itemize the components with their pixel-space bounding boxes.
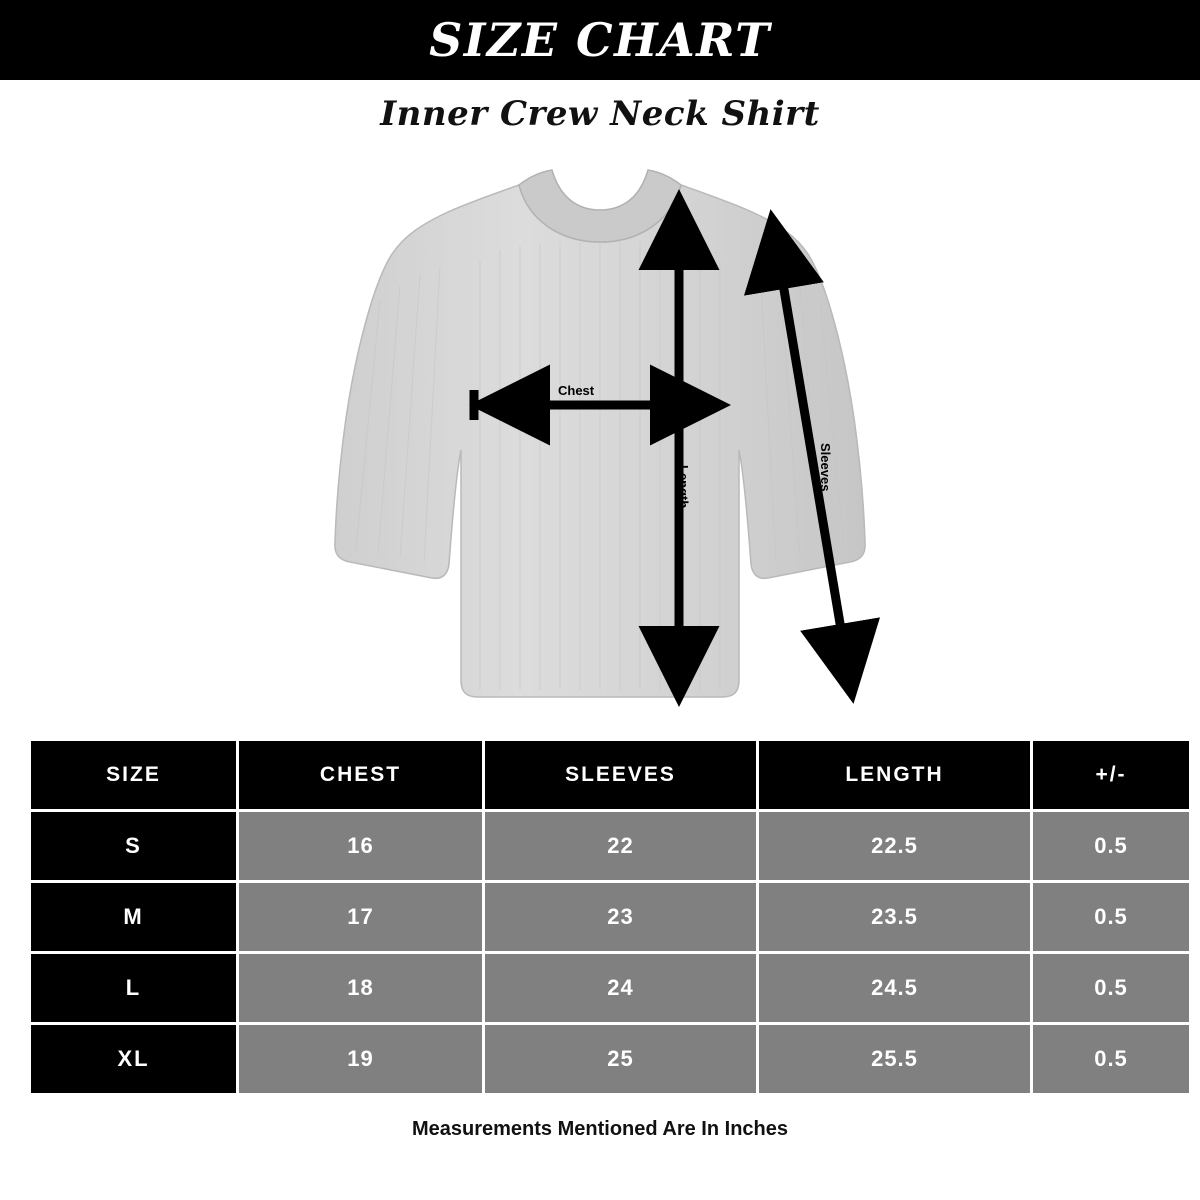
cell-sleeves: 22 xyxy=(485,812,756,880)
cell-length: 25.5 xyxy=(759,1025,1030,1093)
measurement-units-note: Measurements Mentioned Are In Inches xyxy=(411,1118,788,1140)
table-row xyxy=(31,883,1189,951)
cell-tolerance: 0.5 xyxy=(1033,1025,1189,1093)
cell-length: 24.5 xyxy=(759,954,1030,1022)
shirt-shape xyxy=(335,170,865,697)
cell-length: 23.5 xyxy=(759,883,1030,951)
size-table-wrapper xyxy=(28,738,1174,1096)
table-row xyxy=(31,1025,1189,1093)
cell-size: XL xyxy=(31,1025,236,1093)
column-header-chest: CHEST xyxy=(239,741,482,809)
column-header-length: LENGTH xyxy=(759,741,1030,809)
table-row xyxy=(31,954,1189,1022)
cell-tolerance: 0.5 xyxy=(1033,954,1189,1022)
sleeves-dimension-label: Sleeves xyxy=(818,443,833,492)
chest-dimension-label: Chest xyxy=(558,383,595,398)
column-header-sleeves: SLEEVES xyxy=(485,741,756,809)
cell-chest: 16 xyxy=(239,812,482,880)
table-header-row xyxy=(31,741,1189,809)
size-table-body xyxy=(31,812,1189,1093)
table-row xyxy=(31,812,1189,880)
cell-size: S xyxy=(31,812,236,880)
cell-size: L xyxy=(31,954,236,1022)
garment-svg xyxy=(0,150,1200,730)
cell-sleeves: 25 xyxy=(485,1025,756,1093)
cell-sleeves: 23 xyxy=(485,883,756,951)
product-subtitle: Inner Crew Neck Shirt xyxy=(380,94,820,134)
column-header-tolerance: +/- xyxy=(1033,741,1189,809)
cell-tolerance: 0.5 xyxy=(1033,883,1189,951)
page-title: SIZE CHART xyxy=(429,13,771,67)
column-header-size: SIZE xyxy=(31,741,236,809)
cell-size: M xyxy=(31,883,236,951)
size-table xyxy=(28,738,1192,1096)
length-dimension-label: Length xyxy=(676,465,691,509)
garment-illustration xyxy=(0,150,1200,730)
cell-sleeves: 24 xyxy=(485,954,756,1022)
cell-chest: 17 xyxy=(239,883,482,951)
cell-length: 22.5 xyxy=(759,812,1030,880)
cell-chest: 19 xyxy=(239,1025,482,1093)
cell-chest: 18 xyxy=(239,954,482,1022)
header-band xyxy=(0,0,1200,80)
cell-tolerance: 0.5 xyxy=(1033,812,1189,880)
size-table-head xyxy=(31,741,1189,809)
